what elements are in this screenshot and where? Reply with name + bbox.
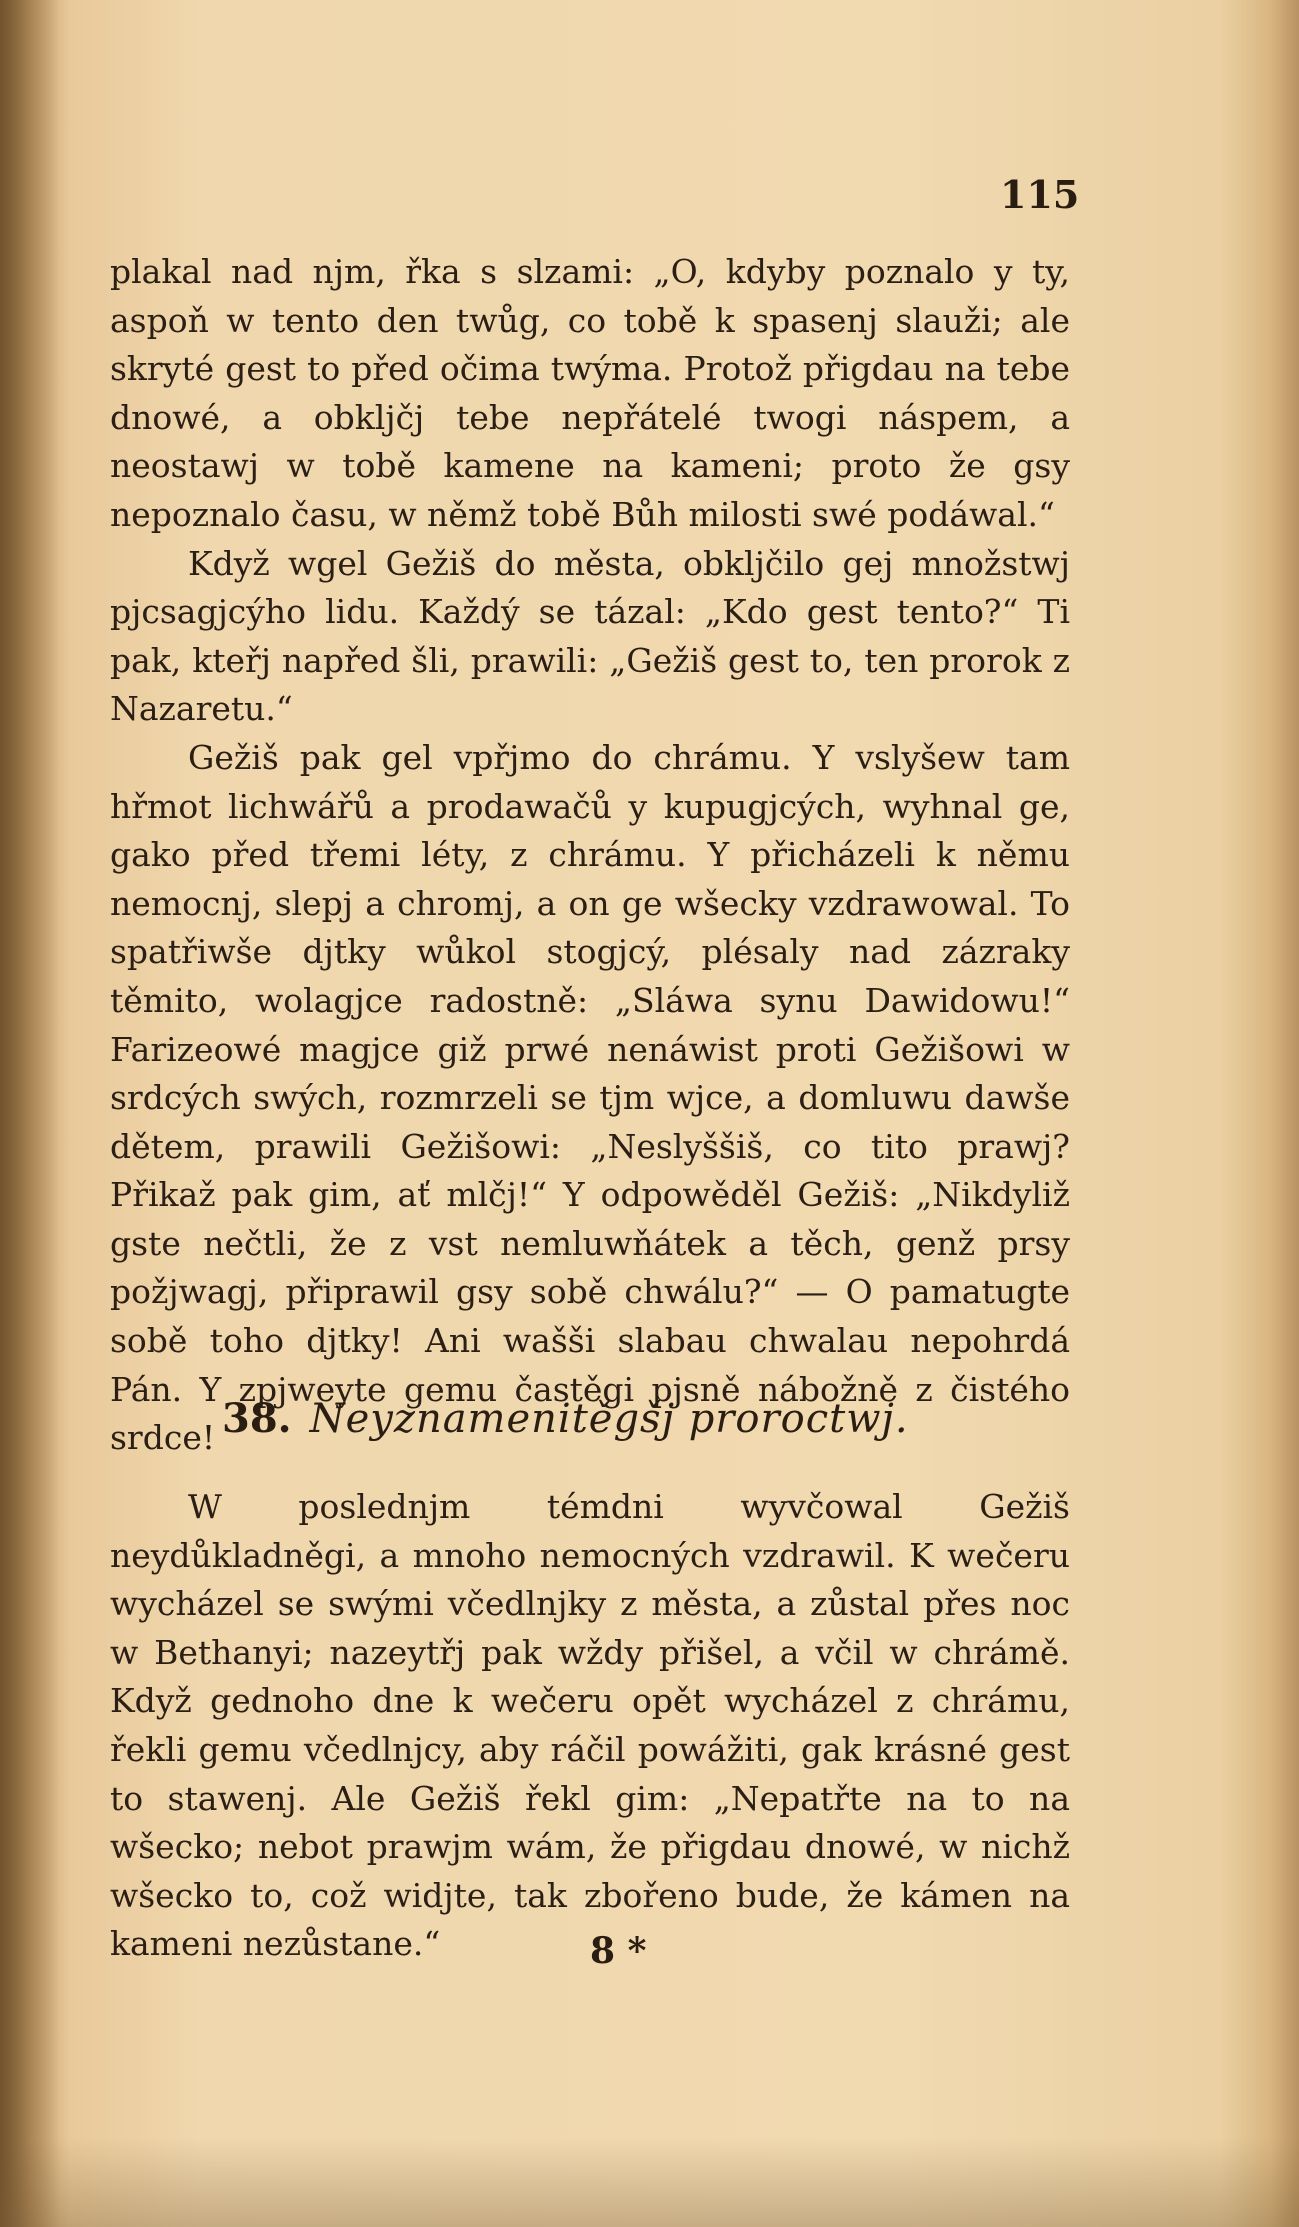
paragraph-2: Když wgel Gežiš do města, obkljčilo gej množstwj pjcsagjcýho lidu. Každý se tázal: „Kdo gest tento?“ Ti pak, kteřj napřed šli, prawili: „Gežiš gest to, ten prorok z Nazaretu.“ <box>110 543 1070 729</box>
page-number: 115 <box>1000 172 1080 217</box>
text-block-top <box>110 248 1070 1463</box>
section-heading <box>222 1395 1022 1442</box>
paragraph-3: Gežiš pak gel vpřjmo do chrámu. Y vslyšew tam hřmot lichwářů a prodawačů y kupugjcých, wyhnal ge, gako před třemi léty, z chrámu. Y přicházeli k němu nemocnj, slepj a chromj, a on ge wšecky vzdrawowal. To spatřiwše djtky wůkol stogjcý, plésaly nad zázraky těmito, wolagjce radostně: „Sláwa synu Dawidowu!“ Farizeowé magjce giž prwé nenáwist proti Gežišowi w srdcých swých, rozmrzeli se tjm wjce, a domluwu dawše dětem, prawili Gežišowi: „Neslyššiš, co tito prawj? Přikaž pak gim, ať mlčj!“ Y odpowěděl Gežiš: „Nikdyliž gste nečtli, že z vst nemluwňátek a těch, genž prsy požjwagj, připrawil gsy sobě chwálu?“ — O pamatugte sobě toho djtky! Ani wašši slabau chwalau nepohrdá Pán. Y zpjweyte gemu častěgi pjsně nábožně z čistého srdce! <box>110 737 1070 1458</box>
section-title: Neyznamenitěgšj proroctwj. <box>309 1396 909 1442</box>
signature-mark: 8 * <box>590 1930 647 1972</box>
paragraph-4: W poslednjm témdni wyvčowal Gežiš neydůkladněgi, a mnoho nemocných vzdrawil. K wečeru wycházel se swými včedlnjky z města, a zůstal přes noc w Bethanyi; nazeytřj pak wždy přišel, a včil w chrámě. Když gednoho dne k wečeru opět wycházel z chrámu, řekli gemu včedlnjcy, aby ráčil powážiti, gak krásné gest to stawenj. Ale Gežiš řekl gim: „Nepatřte na to na wšecko; nebot prawjm wám, že přigdau dnowé, w nichž wšecko to, což widjte, tak zbořeno bude, že kámen na kameni nezůstane.“ <box>110 1487 1070 1964</box>
paragraph-1: plakal nad njm, řka s slzami: „O, kdyby poznalo y ty, aspoň w tento den twůg, co tobě k spasenj slauži; ale skryté gest to před očima twýma. Protož přigdau na tebe dnowé, a obkljčj tebe nepřátelé twogi náspem, a neostawj w tobě kamene na kameni; proto že gsy nepoznalo času, w němž tobě Bůh milosti swé podáwal.“ <box>110 252 1070 534</box>
section-number: 38. <box>222 1395 292 1442</box>
text-block-bottom <box>110 1483 1070 1969</box>
